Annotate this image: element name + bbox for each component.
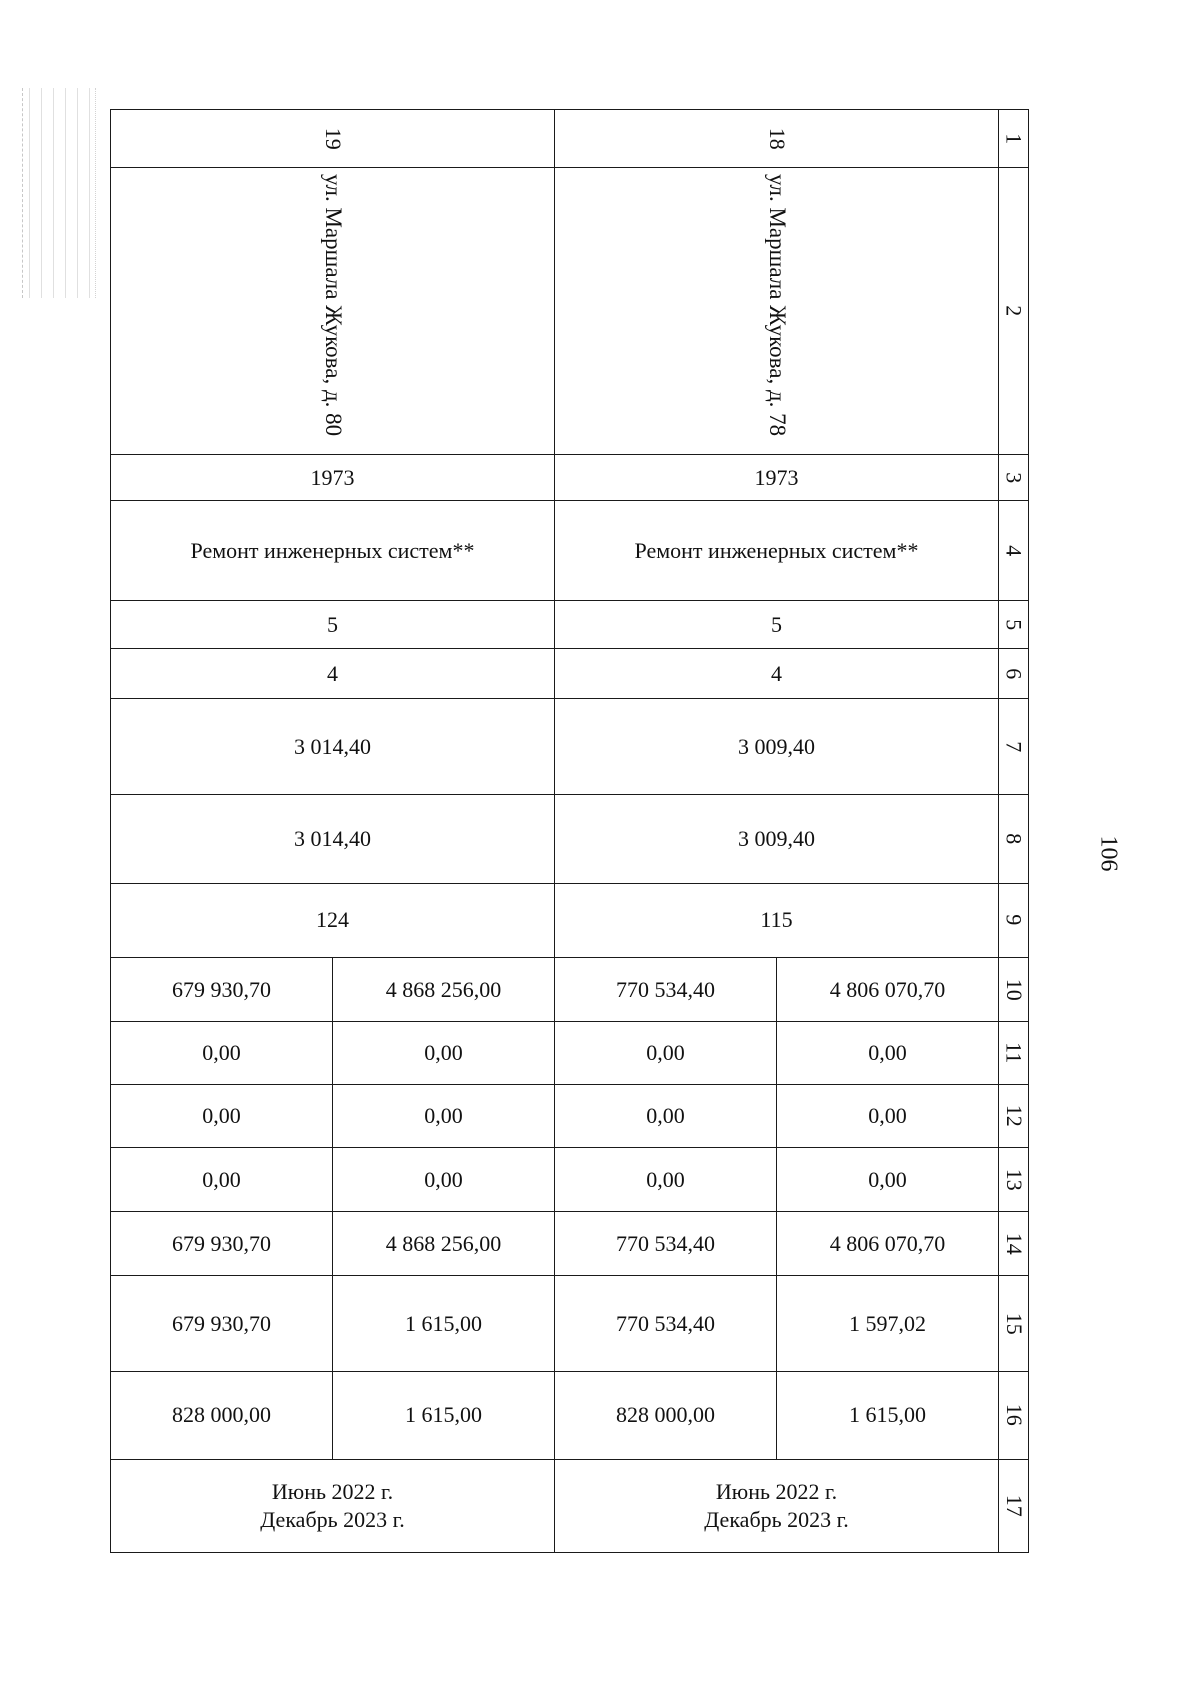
row-cost-total xyxy=(111,957,1029,1021)
right-value-a: 770 534,40 xyxy=(555,957,777,1021)
left-value-a: 679 930,70 xyxy=(111,1212,333,1276)
row-number: 15 xyxy=(999,1276,1029,1371)
row-number: 4 xyxy=(999,500,1029,600)
row-number: 9 xyxy=(999,883,1029,957)
row-number: 11 xyxy=(999,1021,1029,1084)
left-value-a: 0,00 xyxy=(111,1021,333,1084)
left-value-a: 679 930,70 xyxy=(111,1276,333,1371)
right-address: ул. Маршала Жукова, д. 78 xyxy=(764,174,790,437)
row-number: 2 xyxy=(999,168,1029,455)
left-value-a: 679 930,70 xyxy=(111,957,333,1021)
right-address-cell xyxy=(555,168,999,455)
left-value-b: 4 868 256,00 xyxy=(333,1212,555,1276)
row-index xyxy=(111,110,1029,168)
right-value-b: 4 806 070,70 xyxy=(777,957,999,1021)
left-area-living: 3 014,40 xyxy=(111,795,555,883)
row-address xyxy=(111,168,1029,455)
row-work-type xyxy=(111,500,1029,600)
row-funding-2 xyxy=(111,1084,1029,1147)
left-index: 19 xyxy=(320,127,346,150)
left-period-start: Июнь 2022 г. xyxy=(271,1479,394,1505)
right-value-b: 1 597,02 xyxy=(777,1276,999,1371)
right-residents: 115 xyxy=(555,883,999,957)
left-period xyxy=(111,1459,555,1552)
row-year xyxy=(111,454,1029,500)
capital-repair-table xyxy=(110,109,1029,1553)
left-value-a: 0,00 xyxy=(111,1148,333,1212)
row-number: 8 xyxy=(999,795,1029,883)
row-period xyxy=(111,1459,1029,1552)
row-floors xyxy=(111,601,1029,649)
right-area-living: 3 009,40 xyxy=(555,795,999,883)
row-number: 1 xyxy=(999,110,1029,168)
right-work-type: Ремонт инженерных систем** xyxy=(555,500,999,600)
row-number: 17 xyxy=(999,1459,1029,1552)
left-address-cell xyxy=(111,168,555,455)
row-funding-1 xyxy=(111,1021,1029,1084)
page-number: 106 xyxy=(1095,835,1122,872)
right-entrances: 4 xyxy=(555,649,999,699)
row-number: 7 xyxy=(999,699,1029,795)
row-max-unit-cost xyxy=(111,1371,1029,1459)
row-funding-owners xyxy=(111,1212,1029,1276)
right-index: 18 xyxy=(764,127,790,150)
row-number: 3 xyxy=(999,454,1029,500)
left-value-a: 0,00 xyxy=(111,1084,333,1147)
left-value-b: 0,00 xyxy=(333,1084,555,1147)
row-number: 10 xyxy=(999,957,1029,1021)
left-floors: 5 xyxy=(111,601,555,649)
left-value-b: 0,00 xyxy=(333,1021,555,1084)
right-year: 1973 xyxy=(555,454,999,500)
right-value-a: 0,00 xyxy=(555,1148,777,1212)
right-floors: 5 xyxy=(555,601,999,649)
row-area-total xyxy=(111,699,1029,795)
row-number: 13 xyxy=(999,1148,1029,1212)
right-value-a: 770 534,40 xyxy=(555,1276,777,1371)
right-value-a: 0,00 xyxy=(555,1021,777,1084)
left-work-type: Ремонт инженерных систем** xyxy=(111,500,555,600)
right-index-cell xyxy=(555,110,999,168)
row-number: 5 xyxy=(999,601,1029,649)
right-area-total: 3 009,40 xyxy=(555,699,999,795)
left-residents: 124 xyxy=(111,883,555,957)
left-address: ул. Маршала Жукова, д. 80 xyxy=(320,174,346,437)
row-area-living xyxy=(111,795,1029,883)
row-number: 6 xyxy=(999,649,1029,699)
right-value-b: 4 806 070,70 xyxy=(777,1212,999,1276)
row-funding-3 xyxy=(111,1148,1029,1212)
right-value-a: 770 534,40 xyxy=(555,1212,777,1276)
left-index-cell xyxy=(111,110,555,168)
right-value-b: 0,00 xyxy=(777,1148,999,1212)
faded-stamp xyxy=(22,88,96,298)
left-entrances: 4 xyxy=(111,649,555,699)
right-value-a: 828 000,00 xyxy=(555,1371,777,1459)
right-value-a: 0,00 xyxy=(555,1084,777,1147)
right-value-b: 1 615,00 xyxy=(777,1371,999,1459)
row-number: 12 xyxy=(999,1084,1029,1147)
right-period-end: Декабрь 2023 г. xyxy=(704,1506,849,1532)
right-value-b: 0,00 xyxy=(777,1084,999,1147)
row-unit-cost xyxy=(111,1276,1029,1371)
right-value-b: 0,00 xyxy=(777,1021,999,1084)
left-value-a: 828 000,00 xyxy=(111,1371,333,1459)
row-number: 16 xyxy=(999,1371,1029,1459)
left-area-total: 3 014,40 xyxy=(111,699,555,795)
right-period xyxy=(555,1459,999,1552)
row-residents xyxy=(111,883,1029,957)
right-period-start: Июнь 2022 г. xyxy=(715,1479,838,1505)
left-value-b: 0,00 xyxy=(333,1148,555,1212)
left-year: 1973 xyxy=(111,454,555,500)
row-number: 14 xyxy=(999,1212,1029,1276)
left-value-b: 4 868 256,00 xyxy=(333,957,555,1021)
left-value-b: 1 615,00 xyxy=(333,1371,555,1459)
row-entrances xyxy=(111,649,1029,699)
left-value-b: 1 615,00 xyxy=(333,1276,555,1371)
left-period-end: Декабрь 2023 г. xyxy=(260,1506,405,1532)
